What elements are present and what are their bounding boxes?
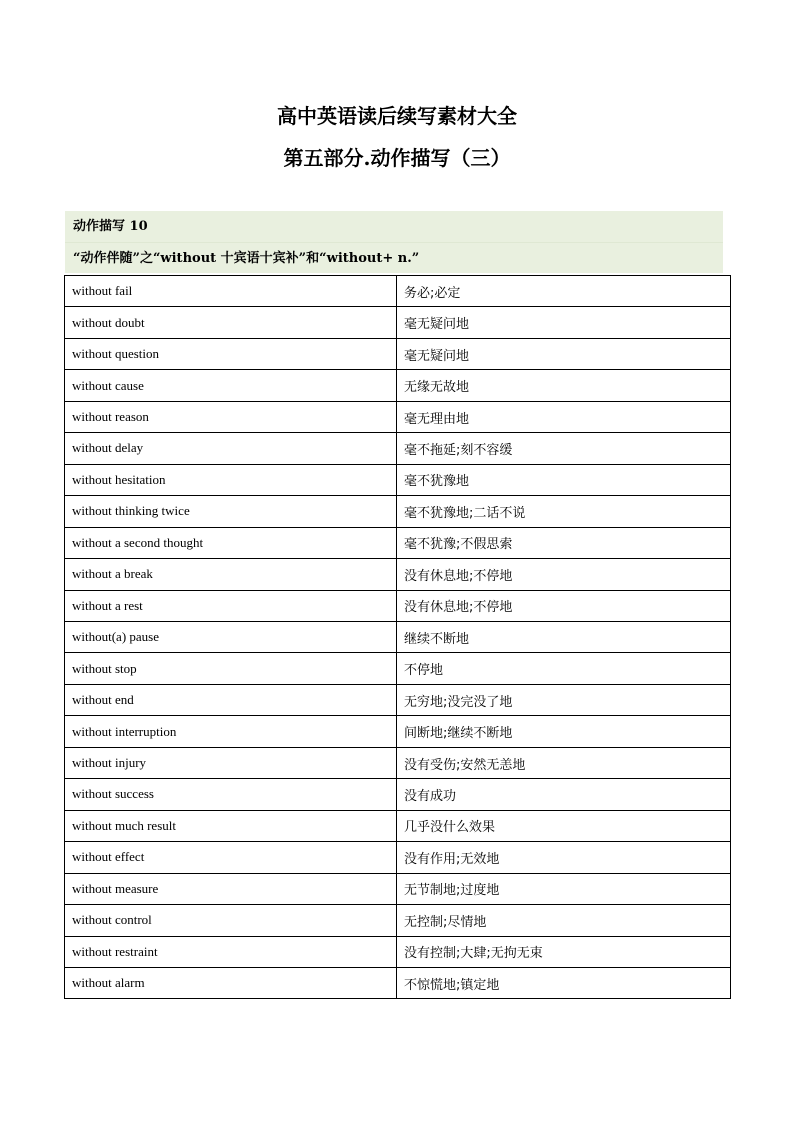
english-phrase-cell: without measure [65, 873, 397, 904]
english-phrase-cell: without much result [65, 810, 397, 841]
vocabulary-table [64, 275, 731, 999]
english-phrase-cell: without effect [65, 842, 397, 873]
english-phrase-cell: without restraint [65, 936, 397, 967]
table-row [65, 653, 731, 684]
table-row [65, 559, 731, 590]
chinese-meaning-cell: 无缘无故地 [397, 370, 731, 401]
english-phrase-cell: without reason [65, 401, 397, 432]
table-row [65, 307, 731, 338]
document-title: 高中英语读后续写素材大全 [277, 104, 517, 128]
table-row [65, 401, 731, 432]
section-heading: 动作描写 10 [73, 219, 148, 234]
chinese-meaning-cell: 无控制;尽情地 [397, 905, 731, 936]
table-row [65, 779, 731, 810]
english-phrase-cell: without delay [65, 433, 397, 464]
chinese-meaning-cell: 无节制地;过度地 [397, 873, 731, 904]
english-phrase-cell: without a rest [65, 590, 397, 621]
document-subtitle: 第五部分.动作描写（三） [283, 146, 511, 170]
table-row [65, 936, 731, 967]
table-row [65, 464, 731, 495]
table-row [65, 747, 731, 778]
english-phrase-cell: without end [65, 684, 397, 715]
chinese-meaning-cell: 间断地;继续不断地 [397, 716, 731, 747]
english-phrase-cell: without alarm [65, 967, 397, 998]
english-phrase-cell: without interruption [65, 716, 397, 747]
english-phrase-cell: without doubt [65, 307, 397, 338]
english-phrase-cell: without cause [65, 370, 397, 401]
table-row [65, 684, 731, 715]
table-row [65, 590, 731, 621]
table-row [65, 716, 731, 747]
section-divider [65, 242, 723, 243]
chinese-meaning-cell: 毫不犹豫;不假思索 [397, 527, 731, 558]
english-phrase-cell: without question [65, 338, 397, 369]
chinese-meaning-cell: 没有受伤;安然无恙地 [397, 747, 731, 778]
chinese-meaning-cell: 毫无理由地 [397, 401, 731, 432]
section-description: “动作伴随”之“without 十宾语十宾补”和“without+ n.” [73, 251, 420, 266]
english-phrase-cell: without fail [65, 276, 397, 307]
english-phrase-cell: without a break [65, 559, 397, 590]
english-phrase-cell: without hesitation [65, 464, 397, 495]
chinese-meaning-cell: 务必;必定 [397, 276, 731, 307]
table-row [65, 810, 731, 841]
chinese-meaning-cell: 没有成功 [397, 779, 731, 810]
chinese-meaning-cell: 没有控制;大肆;无拘无束 [397, 936, 731, 967]
chinese-meaning-cell: 继续不断地 [397, 621, 731, 652]
chinese-meaning-cell: 没有休息地;不停地 [397, 590, 731, 621]
table-row [65, 433, 731, 464]
chinese-meaning-cell: 无穷地;没完没了地 [397, 684, 731, 715]
chinese-meaning-cell: 毫不拖延;刻不容缓 [397, 433, 731, 464]
english-phrase-cell: without stop [65, 653, 397, 684]
chinese-meaning-cell: 没有作用;无效地 [397, 842, 731, 873]
english-phrase-cell: without(a) pause [65, 621, 397, 652]
chinese-meaning-cell: 几乎没什么效果 [397, 810, 731, 841]
english-phrase-cell: without thinking twice [65, 496, 397, 527]
chinese-meaning-cell: 毫不犹豫地 [397, 464, 731, 495]
english-phrase-cell: without injury [65, 747, 397, 778]
table-row [65, 276, 731, 307]
english-phrase-cell: without success [65, 779, 397, 810]
english-phrase-cell: without control [65, 905, 397, 936]
table-row [65, 527, 731, 558]
chinese-meaning-cell: 毫无疑问地 [397, 338, 731, 369]
chinese-meaning-cell: 不惊慌地;镇定地 [397, 967, 731, 998]
chinese-meaning-cell: 没有休息地;不停地 [397, 559, 731, 590]
vocabulary-table-body [65, 276, 731, 999]
table-row [65, 338, 731, 369]
chinese-meaning-cell: 毫不犹豫地;二话不说 [397, 496, 731, 527]
table-row [65, 370, 731, 401]
table-row [65, 873, 731, 904]
chinese-meaning-cell: 毫无疑问地 [397, 307, 731, 338]
chinese-meaning-cell: 不停地 [397, 653, 731, 684]
table-row [65, 496, 731, 527]
english-phrase-cell: without a second thought [65, 527, 397, 558]
table-row [65, 621, 731, 652]
table-row [65, 905, 731, 936]
table-row [65, 967, 731, 998]
section-header [65, 211, 723, 273]
table-row [65, 842, 731, 873]
